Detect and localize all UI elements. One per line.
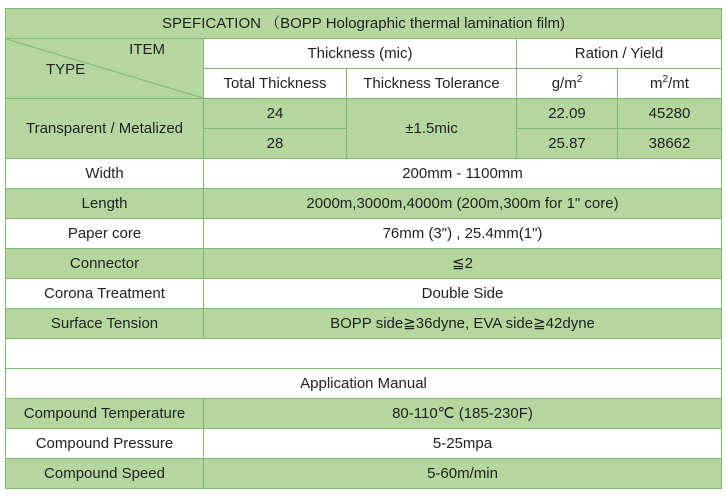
property-label: Length	[6, 189, 204, 219]
diagonal-divider	[6, 39, 203, 98]
application-value: 5-60m/min	[204, 459, 722, 489]
thickness-cell: 24	[204, 99, 347, 129]
thickness-tolerance-header: Thickness Tolerance	[347, 69, 517, 99]
tolerance-cell: ±1.5mic	[347, 99, 517, 159]
property-row-surface-tension	[6, 309, 722, 339]
empty-cell	[6, 339, 722, 369]
property-label: Width	[6, 159, 204, 189]
table-title: SPEFICATION （BOPP Holographic thermal lamination film)	[6, 9, 722, 39]
property-row-paper-core	[6, 219, 722, 249]
item-type-header-cell	[6, 39, 204, 99]
yield-unit: m	[650, 74, 663, 92]
property-label: Surface Tension	[6, 309, 204, 339]
thickness-cell: 28	[204, 129, 347, 159]
yield-cell: 45280	[618, 99, 722, 129]
application-title: Application Manual	[6, 369, 722, 399]
property-value: 200mm - 1100mm	[204, 159, 722, 189]
yield-cell: 38662	[618, 129, 722, 159]
title-row	[6, 9, 722, 39]
spacer-row	[6, 339, 722, 369]
property-label: Connector	[6, 249, 204, 279]
type-header-label: TYPE	[46, 61, 86, 78]
gsm-cell: 22.09	[517, 99, 618, 129]
property-label: Corona Treatment	[6, 279, 204, 309]
property-row-width	[6, 159, 722, 189]
property-row-length	[6, 189, 722, 219]
application-row	[6, 429, 722, 459]
property-label: Paper core	[6, 219, 204, 249]
application-label: Compound Speed	[6, 459, 204, 489]
yield-exponent: 2	[662, 73, 669, 85]
gsm-unit: g/m	[551, 74, 577, 92]
application-row	[6, 459, 722, 489]
gsm-header	[517, 69, 618, 99]
type-row	[6, 99, 722, 129]
application-label: Compound Pressure	[6, 429, 204, 459]
property-row-connector	[6, 249, 722, 279]
property-value: 76mm (3") , 25.4mm(1")	[204, 219, 722, 249]
application-label: Compound Temperature	[6, 399, 204, 429]
ration-yield-group-header: Ration / Yield	[517, 39, 722, 69]
thickness-group-header: Thickness (mic)	[204, 39, 517, 69]
yield-header	[618, 69, 722, 99]
property-row-corona-treatment	[6, 279, 722, 309]
item-header-label: ITEM	[129, 41, 165, 58]
property-value: 2000m,3000m,4000m (200m,300m for 1" core)	[204, 189, 722, 219]
type-name-cell: Transparent / Metalized	[6, 99, 204, 159]
gsm-cell: 25.87	[517, 129, 618, 159]
header-row-1	[6, 39, 722, 69]
total-thickness-header: Total Thickness	[204, 69, 347, 99]
gsm-exponent: 2	[576, 73, 583, 85]
property-value: Double Side	[204, 279, 722, 309]
application-row	[6, 399, 722, 429]
application-title-row	[6, 369, 722, 399]
specification-table	[5, 8, 722, 489]
property-value: BOPP side≧36dyne, EVA side≧42dyne	[204, 309, 722, 339]
application-value: 80-110℃ (185-230F)	[204, 399, 722, 429]
property-value: ≦2	[204, 249, 722, 279]
yield-unit-tail: /mt	[668, 74, 689, 92]
application-value: 5-25mpa	[204, 429, 722, 459]
